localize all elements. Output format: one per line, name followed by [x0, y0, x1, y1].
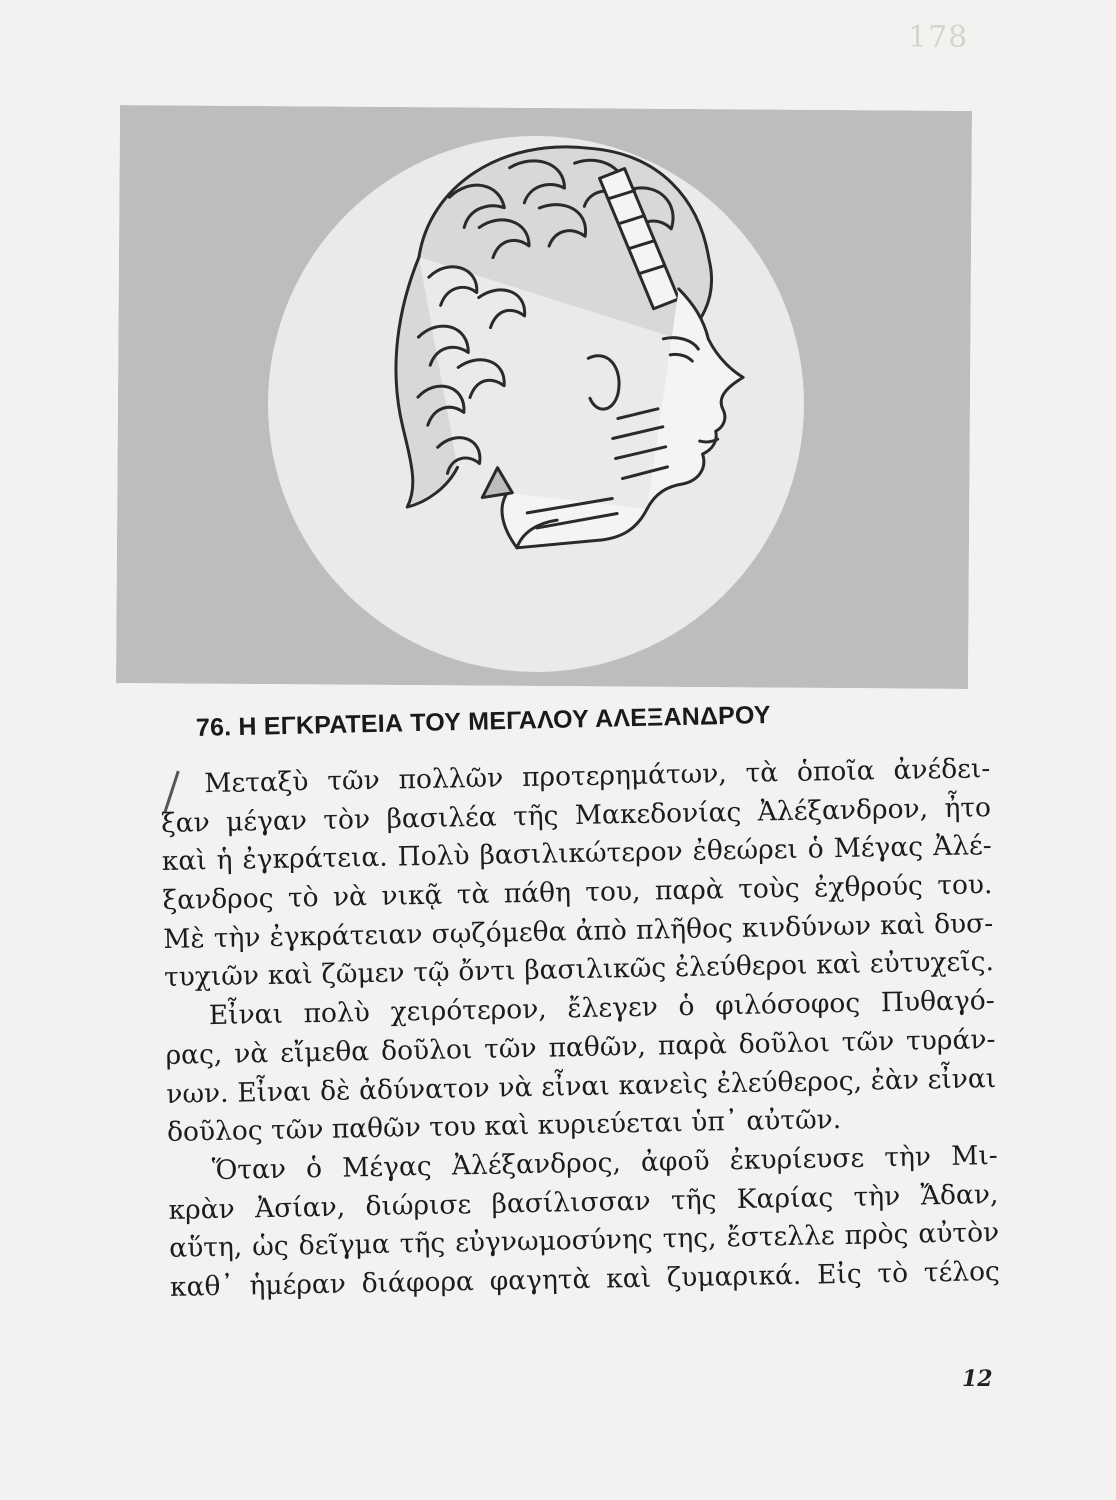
text-line: ρας, νὰ εἴμεθα δοῦλοι τῶν παθῶν, παρὰ δοῦλοι τῶν τυράν- — [165, 1023, 996, 1071]
text-line: δοῦλος τῶν παθῶν του καὶ κυριεύεται ὑπ᾽ αὐτῶν. — [166, 1104, 842, 1149]
body-text — [160, 750, 1010, 1308]
section-title: 76. Η ΕΓΚΡΑΤΕΙΑ ΤΟΥ ΜΕΓΑΛΟΥ ΑΛΕΞΑΝΔΡΟΥ — [195, 700, 772, 742]
text-line: νων. Εἶναι δὲ ἀδύνατον νὰ εἶναι κανεὶς ἐλεύθερος, ἐὰν εἶναι — [165, 1062, 997, 1110]
text-line: αὕτη, ὡς δεῖγμα τῆς εὐγνωμοσύνης της, ἔστελλε πρὸς αὐτὸν — [168, 1217, 1000, 1265]
text-line: τυχιῶν καὶ ζῶμεν τῷ ὄντι βασιλικῶς ἐλεύθεροι καὶ εὐτυχεῖς. — [163, 946, 995, 994]
text-line: κρὰν Ἀσίαν, διώρισε βασίλισσαν τῆς Καρίας τὴν Ἄδαν, — [168, 1178, 999, 1226]
text-line: Μὲ τὴν ἐγκράτειαν σῳζόμεθα ἀπὸ πλῆθος κινδύνων καὶ δυσ- — [163, 907, 994, 955]
text-line: καθ᾽ ἡμέραν διάφορα φαγητὰ καὶ ζυμαρικά. Εἰς τὸ τέλος — [169, 1255, 1001, 1303]
text-line: Ὅταν ὁ Μέγας Ἀλέξανδρος, ἀφοῦ ἐκυρίευσε τὴν Μι- — [211, 1139, 998, 1186]
text-line: Μεταξὺ τῶν πολλῶν προτερημάτων, τὰ ὁποῖα ἀνέδει- — [204, 753, 991, 800]
text-line: Εἶναι πολὺ χειρότερον, ἔλεγεν ὁ φιλόσοφος Πυθαγό- — [208, 985, 995, 1032]
coin-portrait-illustration — [116, 105, 972, 689]
page-number: 12 — [962, 1366, 993, 1392]
faded-page-number-bleedthrough: 178 — [908, 20, 969, 55]
text-line: ξανδρος τὸ νὰ νικᾷ τὰ πάθη του, παρὰ τοὺς ἐχθρούς του. — [162, 869, 993, 917]
text-line: ξαν μέγαν τὸν βασιλέα τῆς Μακεδονίας Ἀλέξανδρον, ἦτο — [160, 791, 992, 839]
text-line: καὶ ἡ ἐγκράτεια. Πολὺ βασιλικώτερον ἐθεώρει ὁ Μέγας Ἀλέ- — [161, 830, 992, 878]
